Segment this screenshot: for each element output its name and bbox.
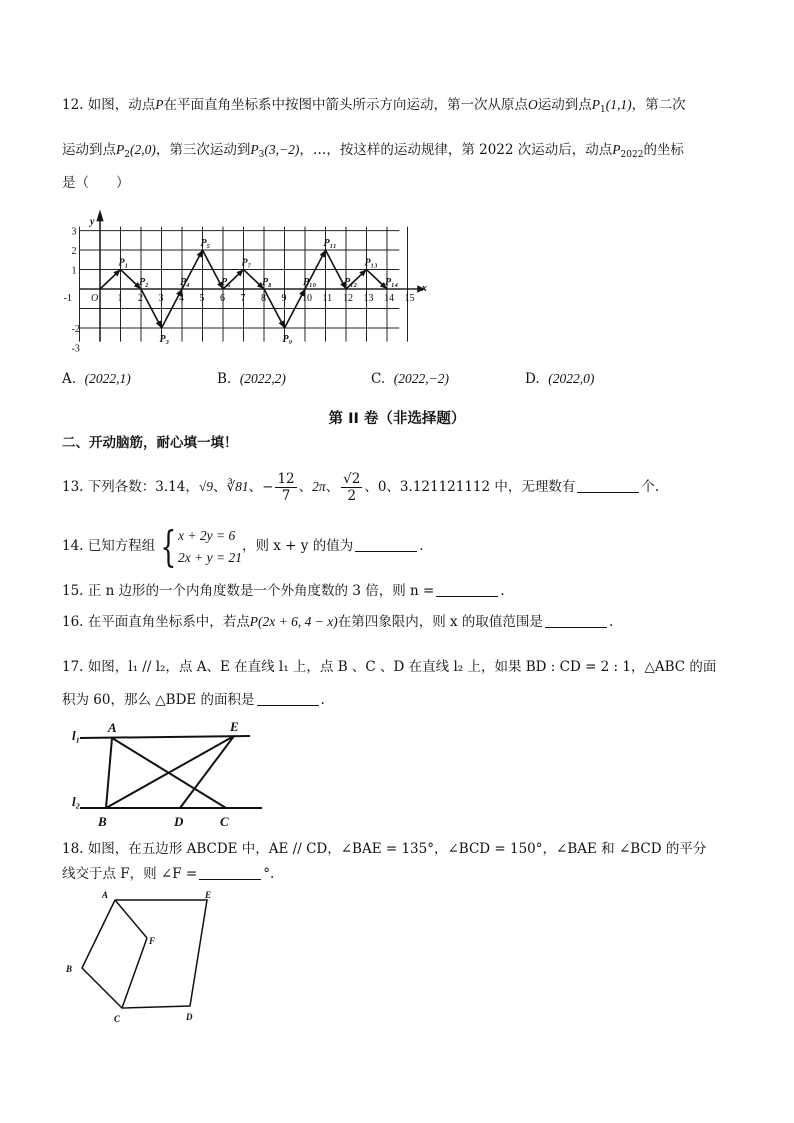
q13-two-pi: 2π xyxy=(312,479,326,494)
q14-number: 14. xyxy=(62,538,84,554)
q12-option-d[interactable] xyxy=(525,371,594,387)
point-label-p4: P₄ xyxy=(180,277,190,288)
q16-answer-blank[interactable] xyxy=(545,613,607,628)
q15-text: 正 n 边形的一个内角度数是一个外角度数的 3 倍，则 n = xyxy=(87,583,435,599)
q16-text-b: 在第四象限内，则 x 的取值范围是 xyxy=(337,614,543,630)
x-tick-label: 6 xyxy=(220,293,225,304)
label-b: B xyxy=(98,814,107,829)
label-pent-e: E xyxy=(205,890,212,900)
q12-p3: P xyxy=(250,142,259,157)
q16-point: P(2x + 6, 4 − x) xyxy=(249,614,338,629)
q15-line xyxy=(62,581,505,601)
point-label-p14: P₁₄ xyxy=(385,277,399,288)
q16-end: . xyxy=(608,614,614,630)
label-pent-d: D xyxy=(186,1012,193,1022)
x-tick-label: 15 xyxy=(404,293,415,304)
point-label-p12: P₁₂ xyxy=(344,277,358,288)
x-tick-label: 7 xyxy=(240,293,246,304)
point-label-p5: P₅ xyxy=(200,238,211,250)
q14-brace-icon: { xyxy=(160,521,177,571)
q12-option-a[interactable] xyxy=(62,371,131,387)
q18-text-2: 线交于点 F，则 ∠F = xyxy=(62,866,198,882)
q12-number: 12. xyxy=(62,97,84,113)
q13-fraction: $\frac{12}{7}$ xyxy=(277,471,295,504)
x-tick-label: 10 xyxy=(302,293,312,304)
q12-coordinate-figure xyxy=(62,205,427,355)
label-c: C xyxy=(220,814,229,829)
q12-text-f: ，第三次运动到 xyxy=(155,142,251,158)
q18-line-2 xyxy=(62,864,274,884)
point-label-p11: P₁₁ xyxy=(323,238,337,250)
x-axis-label: x xyxy=(421,283,427,294)
q15-answer-blank[interactable] xyxy=(436,582,498,597)
q12-p2: P xyxy=(116,142,125,157)
y-tick-label: -2 xyxy=(71,323,80,335)
q12-p1: P xyxy=(591,97,601,112)
q13-answer-blank[interactable] xyxy=(577,478,639,493)
segment-ab xyxy=(106,738,112,808)
q12-line-1 xyxy=(62,95,686,120)
q13-line: 13. 下列各数：3.14，√9、∛81、− $\frac{12}{7}$ 、2π、 $\frac{√2}{2}$ 、0、3.121121112 中，无理数有 个. xyxy=(62,471,660,504)
q13-cbrt81: ∛81 xyxy=(226,479,249,494)
q12-origin-o: O xyxy=(528,97,538,112)
y-tick-label: 2 xyxy=(71,246,77,258)
option-b-value: (2022,2) xyxy=(239,371,286,386)
option-b-label: B. xyxy=(217,371,232,387)
q12-text-b: 在平面直角坐标系中按图中箭头所示方向运动，第一次从原点 xyxy=(163,97,529,113)
q12-p2-sub: 2 xyxy=(124,150,130,160)
x-tick-label: 4 xyxy=(179,293,184,304)
q15-number: 15. xyxy=(62,583,84,599)
option-a-value: (2022,1) xyxy=(84,371,131,386)
bisector-cf xyxy=(122,938,147,1008)
q13-number: 13. xyxy=(62,479,84,495)
option-d-value: (2022,0) xyxy=(548,371,595,386)
q12-text-a: 如图，动点 xyxy=(87,97,156,113)
option-c-label: C. xyxy=(371,371,386,387)
point-label-p13: P₁₃ xyxy=(364,257,378,269)
q12-line-2 xyxy=(62,140,684,165)
x-tick-label: 2 xyxy=(138,293,143,304)
x-tick-label: 12 xyxy=(343,293,353,304)
x-tick-label: 9 xyxy=(281,293,287,304)
q13-end: 个. xyxy=(641,479,660,495)
point-label-p7: P₇ xyxy=(241,257,252,269)
q12-p1-sub: 1 xyxy=(600,105,606,115)
q18-end: °. xyxy=(263,866,275,882)
q17-answer-blank[interactable] xyxy=(257,691,319,706)
section-title: 第 II 卷（非选择题） xyxy=(328,411,466,427)
label-pent-b: B xyxy=(66,964,73,974)
y-tick-label: 1 xyxy=(71,265,77,277)
q17-text-2: 积为 60，那么 △BDE 的面积是 xyxy=(62,692,255,708)
x-tick-label: 5 xyxy=(199,293,205,304)
q17-line-1 xyxy=(62,657,716,677)
q12-text-c: 运动到点 xyxy=(537,97,592,113)
q12-p3-coord: (3,−2) xyxy=(264,142,300,157)
x-tick-label: -1 xyxy=(63,293,72,304)
pentagon-outline xyxy=(82,900,207,1008)
option-c-value: (2022,−2) xyxy=(393,371,449,386)
origin-label: O xyxy=(91,293,99,304)
y-axis-arrow-icon xyxy=(97,211,103,221)
q17-parallel-lines-figure xyxy=(62,718,272,834)
point-label-p1: P₁ xyxy=(118,257,129,269)
q13-sqrt2-fraction: $\frac{√2}{2}$ xyxy=(343,471,361,504)
x-tick-label: 8 xyxy=(261,293,266,304)
q14-end: . xyxy=(419,538,424,554)
label-e: E xyxy=(230,719,239,734)
q14-system: x + 2y = 6 2x + y = 21 xyxy=(178,527,242,565)
y-tick-label: 3 xyxy=(71,226,77,238)
q17-text-1: 如图，l₁ // l₂，点 A、E 在直线 l₁ 上，点 B 、C 、D 在直线 l₂ 上，如果 BD : CD = 2 : 1，△ABC 的面 xyxy=(87,659,717,675)
option-d-label: D. xyxy=(525,371,540,387)
q13-tail: 、0、3.121121112 中，无理数有 xyxy=(364,479,576,495)
label-l1: l₁ xyxy=(72,728,81,743)
label-l2: l₂ xyxy=(72,794,81,809)
y-axis-label: y xyxy=(90,216,95,228)
label-pent-a: A xyxy=(102,890,109,900)
q16-text-a: 在平面直角坐标系中，若点 xyxy=(87,614,250,630)
q12-p2-coord: (2,0) xyxy=(129,142,156,157)
q12-text-i: 是（ ） xyxy=(62,175,130,191)
q14-line xyxy=(62,522,424,570)
q14-answer-blank[interactable] xyxy=(355,537,417,552)
q13-sqrt9: √9 xyxy=(198,479,214,494)
point-label-p8: P₈ xyxy=(262,277,272,288)
x-tick-label: 13 xyxy=(363,293,374,304)
q16-line xyxy=(62,612,613,632)
label-a: A xyxy=(108,720,117,735)
q18-pentagon-figure xyxy=(60,886,230,1024)
line-l1 xyxy=(80,736,250,738)
q15-end: . xyxy=(500,583,505,599)
q14-tail: ，则 x + y 的值为 xyxy=(241,538,354,554)
q12-line-3 xyxy=(62,173,130,193)
point-label-p3: P₃ xyxy=(159,333,170,345)
q12-text-h: 的坐标 xyxy=(643,142,684,158)
point-label-p6: P₆ xyxy=(221,277,231,288)
q17-number: 17. xyxy=(62,659,84,675)
q12-option-b[interactable] xyxy=(217,371,286,387)
q12-p3-sub: 3 xyxy=(258,150,265,160)
section-subtitle: 二、开动脑筋，耐心填一填！ xyxy=(62,435,238,451)
q18-answer-blank[interactable] xyxy=(199,865,261,880)
q12-text-d: ，第二次 xyxy=(631,97,686,113)
label-d: D xyxy=(174,814,184,829)
q16-number: 16. xyxy=(62,614,84,630)
q17-end: . xyxy=(320,692,325,708)
label-pent-f: F xyxy=(149,936,156,946)
q12-option-c[interactable] xyxy=(371,371,449,387)
point-label-p9: P₉ xyxy=(282,333,293,345)
option-a-label: A. xyxy=(62,371,77,387)
label-pent-c: C xyxy=(114,1014,121,1024)
q17-line-2 xyxy=(62,690,325,710)
q12-p1-coord: (1,1) xyxy=(605,97,632,112)
q12-point-p: P xyxy=(155,97,164,112)
q18-text-1: 如图，在五边形 ABCDE 中，AE // CD，∠BAE = 135°，∠BCD = 150°，∠BAE 和 ∠BCD 的平分 xyxy=(87,841,707,857)
q12-text-g: ，…，按这样的运动规律，第 2022 次运动后，动点 xyxy=(299,142,613,158)
bisector-af xyxy=(115,900,147,938)
q14-intro: 已知方程组 xyxy=(87,538,156,554)
y-tick-label: -3 xyxy=(71,343,80,355)
q18-line-1 xyxy=(62,839,706,859)
q12-p2022: P xyxy=(612,142,621,157)
q12-text-e: 运动到点 xyxy=(62,142,116,158)
q12-p2022-sub: 2022 xyxy=(620,150,644,160)
x-tick-label: 1 xyxy=(117,293,123,304)
x-tick-label: 3 xyxy=(158,293,164,304)
x-tick-label: 14 xyxy=(384,293,394,304)
q18-number: 18. xyxy=(62,841,84,857)
q13-intro: 下列各数：3.14， xyxy=(87,479,199,495)
point-label-p10: P₁₀ xyxy=(303,277,317,288)
point-label-p2: P₂ xyxy=(139,277,149,288)
x-tick-label: 11 xyxy=(322,293,333,304)
